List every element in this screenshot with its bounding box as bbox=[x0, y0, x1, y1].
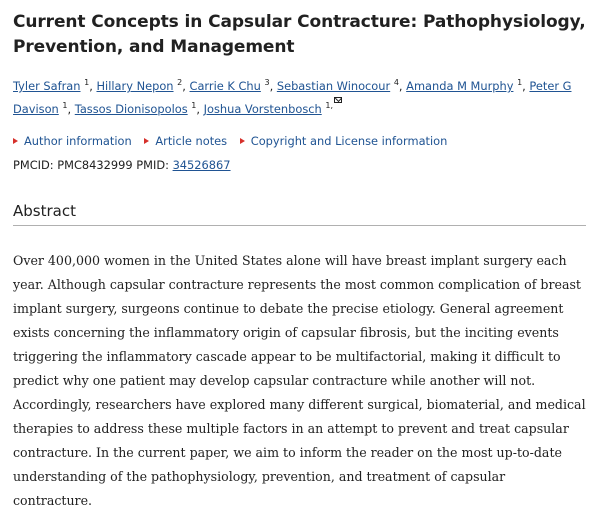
article-identifiers bbox=[13, 157, 586, 173]
author-entry: Peter G Davison $^1$, bbox=[13, 79, 572, 116]
pmcid-label: PMCID: bbox=[13, 157, 54, 172]
abstract-heading: Abstract bbox=[13, 201, 586, 226]
author-entry: Sebastian Winocour $^4$, bbox=[276, 78, 407, 93]
envelope-icon[interactable] bbox=[334, 97, 342, 103]
author-link[interactable]: Carrie K Chu bbox=[189, 79, 261, 93]
toggle-label: Copyright and License information bbox=[250, 133, 448, 148]
author-entry: Amanda M Murphy $^1$, bbox=[406, 78, 530, 93]
toggle-label: Author information bbox=[24, 133, 132, 148]
author-link[interactable]: Sebastian Winocour bbox=[276, 79, 391, 93]
triangle-right-icon bbox=[240, 138, 245, 144]
article-title: Current Concepts in Capsular Contracture: Pathophysiology, Prevention, and Management bbox=[13, 12, 586, 57]
article-toggles bbox=[13, 133, 586, 149]
toggle-label: Article notes bbox=[155, 133, 228, 148]
affiliation-marker[interactable]: 1 bbox=[191, 101, 197, 110]
pmid-label: PMID: bbox=[136, 157, 169, 172]
affiliation-marker[interactable]: 1, bbox=[325, 101, 342, 110]
author-link[interactable]: Amanda M Murphy bbox=[406, 79, 514, 93]
pmcid-value: PMC8432999 bbox=[57, 157, 133, 172]
author-list bbox=[13, 76, 586, 120]
author-entry: Hillary Nepon $^2$, bbox=[96, 78, 190, 93]
author-information-toggle[interactable] bbox=[13, 133, 132, 149]
author-link[interactable]: Tassos Dionisopolos bbox=[74, 101, 188, 116]
affiliation-marker[interactable]: 1 bbox=[84, 78, 90, 88]
affiliation-marker[interactable]: 1 bbox=[517, 78, 523, 88]
affiliation-marker[interactable]: 4 bbox=[393, 78, 399, 88]
author-entry: Tassos Dionisopolos $^1$, bbox=[74, 101, 204, 116]
author-link[interactable]: Hillary Nepon bbox=[96, 79, 174, 93]
affiliation-marker[interactable]: 1 bbox=[62, 101, 68, 110]
author-link[interactable]: Joshua Vorstenbosch bbox=[203, 101, 322, 116]
triangle-right-icon bbox=[13, 138, 18, 144]
abstract-text: Over 400,000 women in the United States alone will have breast implant surgery each year. Although capsular contracture represents the most common complication of breast implant surgery, surgeons continue to debate the precise etiology. General agreement exists concerning the inflammatory origin of capsular fibrosis, but the inciting events triggering the inflammatory cascade appear to be multifactorial, making it difficult to predict why one patient may develop capsular contracture while another will not. Accordingly, researchers have explored many different surgical, biomaterial, and medical therapies to address these multiple factors in an attempt to prevent and treat capsular contracture. In the current paper, we aim to inform the reader on the most up-to-date understanding of the pathophysiology, prevention, and treatment of capsular contracture. bbox=[13, 252, 586, 508]
pmid-link[interactable]: 34526867 bbox=[172, 157, 231, 172]
affiliation-marker[interactable]: 3 bbox=[264, 78, 270, 88]
author-link[interactable]: Peter G Davison bbox=[13, 79, 572, 116]
author-link[interactable]: Tyler Safran bbox=[13, 79, 81, 93]
affiliation-marker[interactable]: 2 bbox=[177, 78, 183, 88]
article-notes-toggle[interactable] bbox=[144, 133, 227, 149]
triangle-right-icon bbox=[144, 138, 149, 144]
copyright-license-toggle[interactable] bbox=[240, 133, 448, 149]
author-entry: Carrie K Chu $^3$, bbox=[189, 78, 277, 93]
author-entry bbox=[204, 102, 342, 116]
author-entry: Tyler Safran $^1$, bbox=[13, 78, 97, 93]
